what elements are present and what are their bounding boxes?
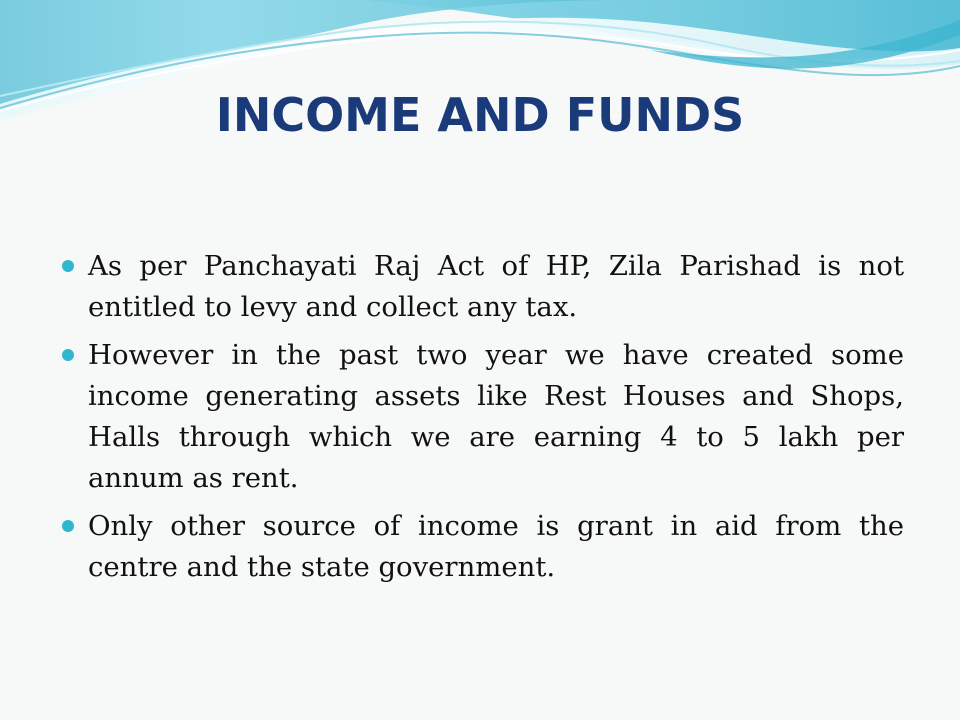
bullet-dot-icon (62, 349, 74, 361)
bullet-list (58, 246, 904, 595)
bullet-text: As per Panchayati Raj Act of HP, Zila Parishad is not entitled to levy and collect any tax. (88, 250, 904, 323)
bullet-item-levy-tax (58, 246, 904, 328)
bullet-dot-icon (62, 520, 74, 532)
bullet-dot-icon (62, 260, 74, 272)
bullet-item-grant-aid (58, 506, 904, 588)
slide-title: INCOME AND FUNDS (215, 88, 745, 142)
bullet-text: However in the past two year we have created some income generating assets like Rest Houses and Shops, Halls through which we are earning 4 to 5 lakh per annum as rent. (88, 339, 904, 494)
bullet-text: Only other source of income is grant in aid from the centre and the state government. (88, 510, 904, 583)
bullet-item-income-assets (58, 335, 904, 499)
